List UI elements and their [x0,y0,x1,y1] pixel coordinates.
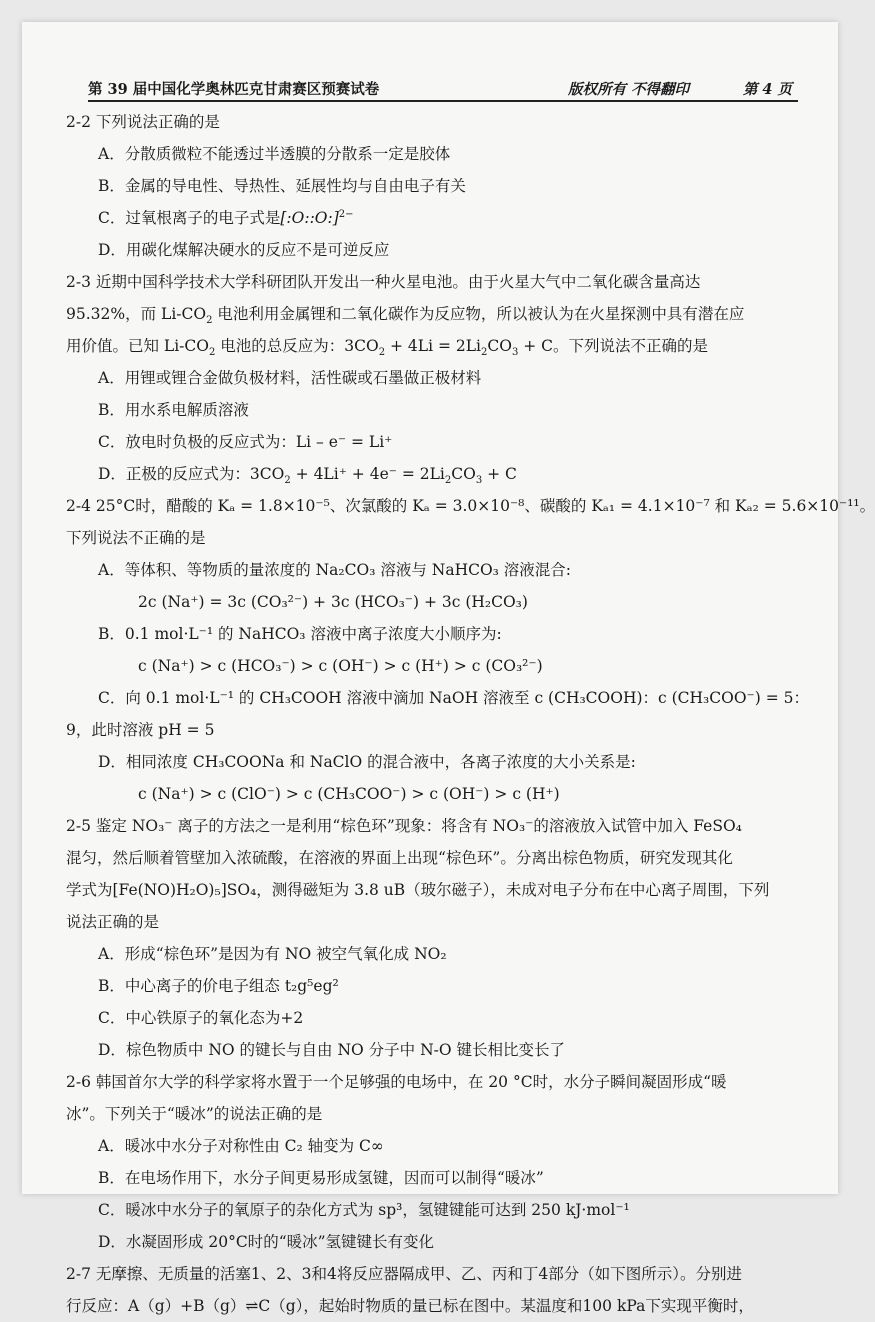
question-2-5-line-1: 2-5 鉴定 NO₃⁻ 离子的方法之一是利用“棕色环”现象：将含有 NO₃⁻的溶液放入试管中加入 FeSO₄ [66,817,742,835]
exam-title: 第 39 届中国化学奥林匹克甘肃赛区预赛试卷 [88,81,380,98]
question-2-6-line-1: 2-6 韩国首尔大学的科学家将水置于一个足够强的电场中，在 20 °C时，水分子瞬间凝固形成“暖 [66,1073,727,1091]
question-2-5-option-b: B．中心离子的价电子组态 t₂g⁵eg² [98,977,339,995]
question-2-6-option-d: D．水凝固形成 20°C时的“暖冰”氢键键长有变化 [98,1233,435,1251]
question-2-7-line-2: 行反应：A（g）+B（g）⇌C（g），起始时物质的量已标在图中。某温度和100 kPa下实现平衡时， [66,1297,754,1315]
question-2-3-option-a: A．用锂或锂合金做负极材料，活性碳或石墨做正极材料 [98,369,482,387]
question-2-6-line-2: 冰”。下列关于“暖冰”的说法正确的是 [66,1105,323,1123]
question-2-4-line-1: 2-4 25°C时，醋酸的 Kₐ = 1.8×10⁻⁵、次氯酸的 Kₐ = 3.0×10⁻⁸、碳酸的 Kₐ₁ = 4.1×10⁻⁷ 和 Kₐ₂ = 5.6×10⁻¹¹。 [66,497,875,515]
page-header [88,76,798,102]
question-2-4-option-b: B．0.1 mol·L⁻¹ 的 NaHCO₃ 溶液中离子浓度大小顺序为: [98,625,502,643]
question-2-3-option-d: D．正极的反应式为：$3CO_2 + 4Li^+ + 4e^- = 2Li_2CO_3 + C$ [98,465,517,487]
question-2-3-option-c: C．放电时负极的反应式为：Li – e⁻ = Li⁺ [98,433,393,451]
question-2-2-stem: 2-2 下列说法正确的是 [66,113,220,131]
question-2-3-line-2: 95.32%，而 $Li-CO_2$ 电池利用金属锂和二氧化碳作为反应物，所以被认为在火星探测中具有潜在应 [66,305,745,327]
exam-content [66,106,875,1322]
question-2-4-option-a: A．等体积、等物质的量浓度的 Na₂CO₃ 溶液与 NaHCO₃ 溶液混合: [98,561,572,579]
exam-page [22,22,875,1315]
question-2-4-option-d-equation: c (Na⁺) > c (ClO⁻) > c (CH₃COO⁻) > c (OH⁻) > c (H⁺) [138,785,560,803]
question-2-5-option-d: D．棕色物质中 NO 的键长与自由 NO 分子中 N-O 键长相比变长了 [98,1041,566,1059]
question-2-6-option-c: C．暖冰中水分子的氧原子的杂化方式为 sp³，氢键键能可达到 250 kJ·mol⁻¹ [98,1201,630,1219]
question-2-2-option-d: D．用碳化煤解决硬水的反应不是可逆反应 [98,241,390,259]
question-2-6-option-a: A．暖冰中水分子对称性由 C₂ 轴变为 C∞ [98,1137,384,1155]
question-2-4-option-c: C．向 0.1 mol·L⁻¹ 的 CH₃COOH 溶液中滴加 NaOH 溶液至 c (CH₃COOH)：c (CH₃COO⁻) = 5： [98,689,809,707]
question-2-4-option-c-continued: 9，此时溶液 pH = 5 [66,721,215,739]
copyright-notice: 版权所有 不得翻印 [568,81,690,98]
question-2-5-option-c: C．中心铁原子的氧化态为+2 [98,1009,304,1027]
question-2-7-line-1: 2-7 无摩擦、无质量的活塞1、2、3和4将反应器隔成甲、乙、丙和丁4部分（如下图所示）。分别进 [66,1265,742,1283]
question-2-4-line-2: 下列说法不正确的是 [66,529,206,547]
question-2-5-option-a: A．形成“棕色环”是因为有 NO 被空气氧化成 NO₂ [98,945,447,963]
question-2-3-line-3: 用价值。已知 $Li-CO_2$ 电池的总反应为：$3CO_2 + 4Li = 2Li_2CO_3 + C$。下列说法不正确的是 [66,337,709,359]
peroxide-formula: [:O::O:] [280,209,339,227]
question-2-5-line-3: 学式为[Fe(NO)H₂O)₅]SO₄，测得磁矩为 3.8 uB（玻尔磁子），未成对电子分布在中心离子周围，下列 [66,881,770,899]
question-2-2-option-b: B．金属的导电性、导热性、延展性均与自由电子有关 [98,177,466,195]
question-2-2-option-c: C．过氧根离子的电子式是[:O::O:]$^{2-}$ [98,208,354,227]
question-2-4-option-d: D．相同浓度 CH₃COONa 和 NaClO 的混合液中，各离子浓度的大小关系是: [98,753,636,771]
question-2-5-line-4: 说法正确的是 [66,913,160,931]
question-2-3-option-b: B．用水系电解质溶液 [98,401,249,419]
question-2-2-option-a: A．分散质微粒不能透过半透膜的分散系一定是胶体 [98,145,451,163]
question-2-3-line-1: 2-3 近期中国科学技术大学科研团队开发出一种火星电池。由于火星大气中二氧化碳含量高达 [66,273,701,291]
page-number: 第 4 页 [742,81,792,98]
question-2-5-line-2: 混匀，然后顺着管壁加入浓硫酸，在溶液的界面上出现“棕色环”。分离出棕色物质，研究发现其化 [66,849,733,867]
question-2-4-option-b-equation: c (Na⁺) > c (HCO₃⁻) > c (OH⁻) > c (H⁺) > c (CO₃²⁻) [138,657,543,675]
question-2-6-option-b: B．在电场作用下，水分子间更易形成氢键，因而可以制得“暖冰” [98,1169,544,1187]
question-2-4-option-a-equation: 2c (Na⁺) = 3c (CO₃²⁻) + 3c (HCO₃⁻) + 3c (H₂CO₃) [138,593,528,611]
